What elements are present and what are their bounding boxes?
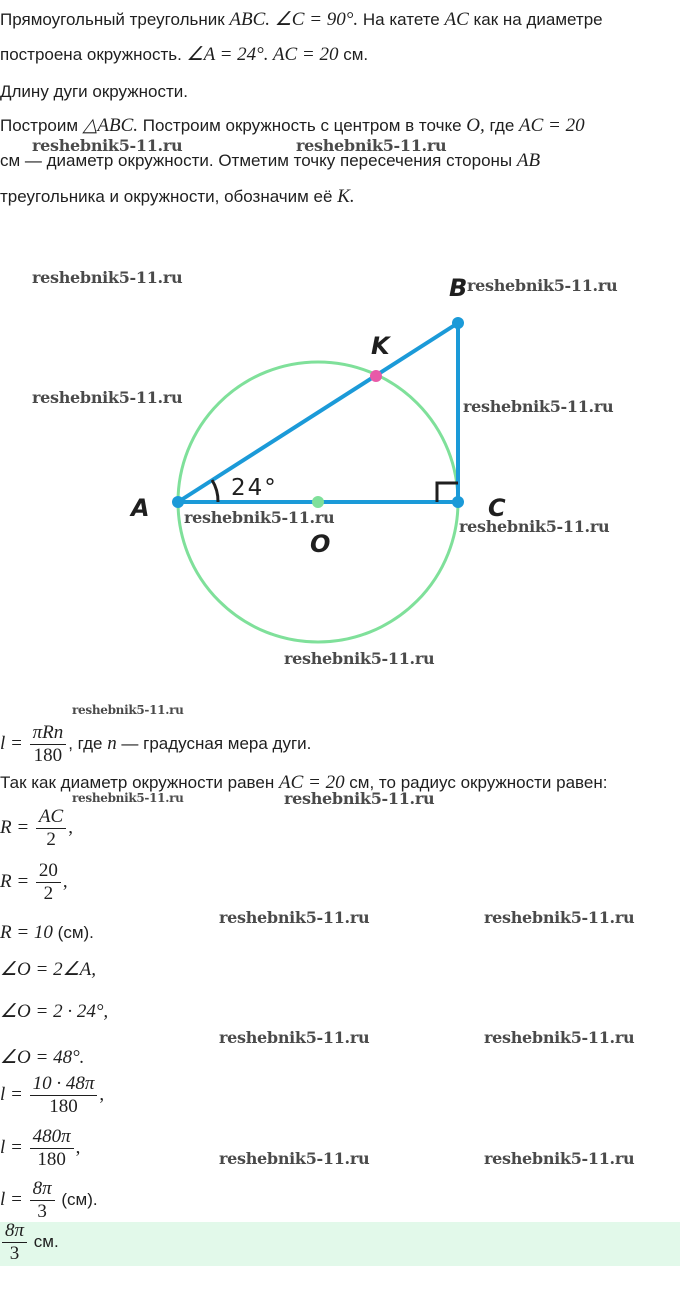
formula-var: n	[107, 732, 117, 754]
problem-text: На катете	[358, 10, 445, 29]
problem-math: AC	[444, 9, 469, 30]
solution-math: AB	[516, 150, 541, 171]
problem-math: ABC. ∠C = 90°.	[229, 9, 359, 30]
denominator: 3	[37, 1201, 47, 1222]
fraction	[36, 860, 61, 905]
formula-lhs: l =	[0, 1188, 23, 1210]
watermark: reshebnik5-11.ru	[72, 791, 184, 805]
solution-text: треугольника и окружности, обозначим её	[0, 187, 338, 206]
radius-text: Так как диаметр окружности равен	[0, 773, 279, 792]
label-c: C	[488, 494, 506, 522]
watermark: reshebnik5-11.ru	[467, 276, 618, 295]
solution-text: см — диаметр окружности. Отметим точку пересечения стороны	[0, 151, 517, 170]
watermark: reshebnik5-11.ru	[219, 1149, 370, 1168]
watermark: reshebnik5-11.ru	[484, 908, 635, 927]
denominator: 2	[46, 829, 56, 850]
fraction	[30, 1178, 55, 1223]
label-k: K	[371, 332, 390, 360]
solution-math: AC = 20	[519, 115, 585, 136]
problem-text: см.	[338, 45, 369, 64]
numerator: πRn	[30, 722, 67, 745]
fraction	[30, 1126, 74, 1171]
formula-lhs: l =	[0, 1136, 23, 1158]
solution-line-3	[0, 186, 355, 208]
formula-l2	[0, 1126, 80, 1171]
segment-ab	[178, 323, 458, 502]
watermark: reshebnik5-11.ru	[184, 508, 335, 527]
problem-math: ∠A = 24°. AC = 20	[186, 44, 339, 65]
problem-text: построена окружность.	[0, 45, 187, 64]
fraction	[30, 1073, 98, 1118]
formula-o1: ∠O = 2∠A,	[0, 959, 96, 980]
formula-l1	[0, 1073, 104, 1118]
formula-r3	[0, 922, 94, 944]
label-b: B	[449, 274, 468, 302]
denominator: 3	[9, 1243, 20, 1264]
numerator: 10 · 48π	[30, 1073, 98, 1096]
formula-unit: (см).	[52, 923, 94, 942]
point-b	[452, 317, 464, 329]
solution-text: где	[484, 116, 520, 135]
formula-comma: ,	[68, 816, 73, 838]
formula-lhs: R =	[0, 816, 30, 838]
denominator: 180	[49, 1096, 78, 1117]
label-o: O	[310, 530, 331, 558]
formula-comma: ,	[99, 1083, 105, 1105]
answer-content	[0, 1220, 59, 1265]
point-o	[312, 496, 324, 508]
formula-text: , где	[68, 733, 108, 753]
problem-text: как на диаметре	[468, 10, 603, 29]
watermark: reshebnik5-11.ru	[32, 388, 183, 407]
watermark: reshebnik5-11.ru	[484, 1149, 635, 1168]
watermark: reshebnik5-11.ru	[32, 268, 183, 287]
watermark: reshebnik5-11.ru	[219, 1028, 370, 1047]
angle-arc	[212, 480, 218, 502]
watermark: reshebnik5-11.ru	[484, 1028, 635, 1047]
formula-comma: ,	[75, 1136, 81, 1158]
answer-block	[0, 1222, 680, 1266]
radius-math: AC = 20	[278, 772, 345, 793]
numerator: 8π	[2, 1220, 27, 1243]
formula-r1	[0, 806, 73, 851]
point-a	[172, 496, 184, 508]
solution-text: Построим окружность с центром в точке	[138, 116, 467, 135]
formula-r2	[0, 860, 68, 905]
formula-arc-length	[0, 722, 311, 767]
formula-l3	[0, 1178, 98, 1223]
formula-lhs: l =	[0, 732, 23, 754]
problem-line-2	[0, 43, 368, 66]
formula-o3: ∠O = 48°.	[0, 1047, 85, 1068]
watermark: reshebnik5-11.ru	[219, 908, 370, 927]
numerator: AC	[36, 806, 66, 829]
denominator: 180	[37, 1149, 66, 1170]
solution-math: K.	[337, 186, 355, 207]
fraction	[30, 722, 67, 767]
radius-text: см, то радиус окружности равен:	[344, 773, 608, 792]
geometry-figure	[0, 240, 680, 700]
formula-lhs: R =	[0, 870, 30, 892]
formula-comma: ,	[62, 870, 68, 892]
watermark: reshebnik5-11.ru	[463, 397, 614, 416]
formula-lhs: l =	[0, 1083, 23, 1105]
answer-unit: см.	[29, 1231, 59, 1251]
numerator: 20	[36, 860, 61, 883]
solution-math: O,	[466, 115, 485, 136]
watermark: reshebnik5-11.ru	[72, 703, 184, 717]
solution-math: △ABC.	[82, 115, 139, 136]
angle-label: 24°	[231, 475, 278, 501]
numerator: 480π	[30, 1126, 74, 1149]
answer-fraction	[2, 1220, 27, 1265]
watermark: reshebnik5-11.ru	[32, 136, 183, 155]
point-k	[370, 370, 382, 382]
problem-line-1	[0, 8, 603, 31]
question-text: Длину дуги окружности.	[0, 82, 188, 101]
solution-text: Построим	[0, 116, 83, 135]
denominator: 180	[33, 745, 63, 766]
numerator: 8π	[30, 1178, 55, 1201]
watermark: reshebnik5-11.ru	[459, 517, 610, 536]
watermark: reshebnik5-11.ru	[284, 649, 435, 668]
problem-text: Прямоугольный треугольник	[0, 10, 230, 29]
formula-unit: (см).	[56, 1189, 98, 1209]
watermark: reshebnik5-11.ru	[284, 789, 435, 808]
formula-math: R = 10	[0, 922, 53, 943]
fraction	[36, 806, 66, 851]
formula-text: — градусная мера дуги.	[116, 733, 312, 753]
label-a: A	[131, 494, 150, 522]
formula-o2: ∠O = 2 · 24°,	[0, 1001, 109, 1022]
denominator: 2	[43, 883, 54, 904]
point-c	[452, 496, 464, 508]
solution-line-1	[0, 114, 585, 137]
watermark: reshebnik5-11.ru	[296, 136, 447, 155]
